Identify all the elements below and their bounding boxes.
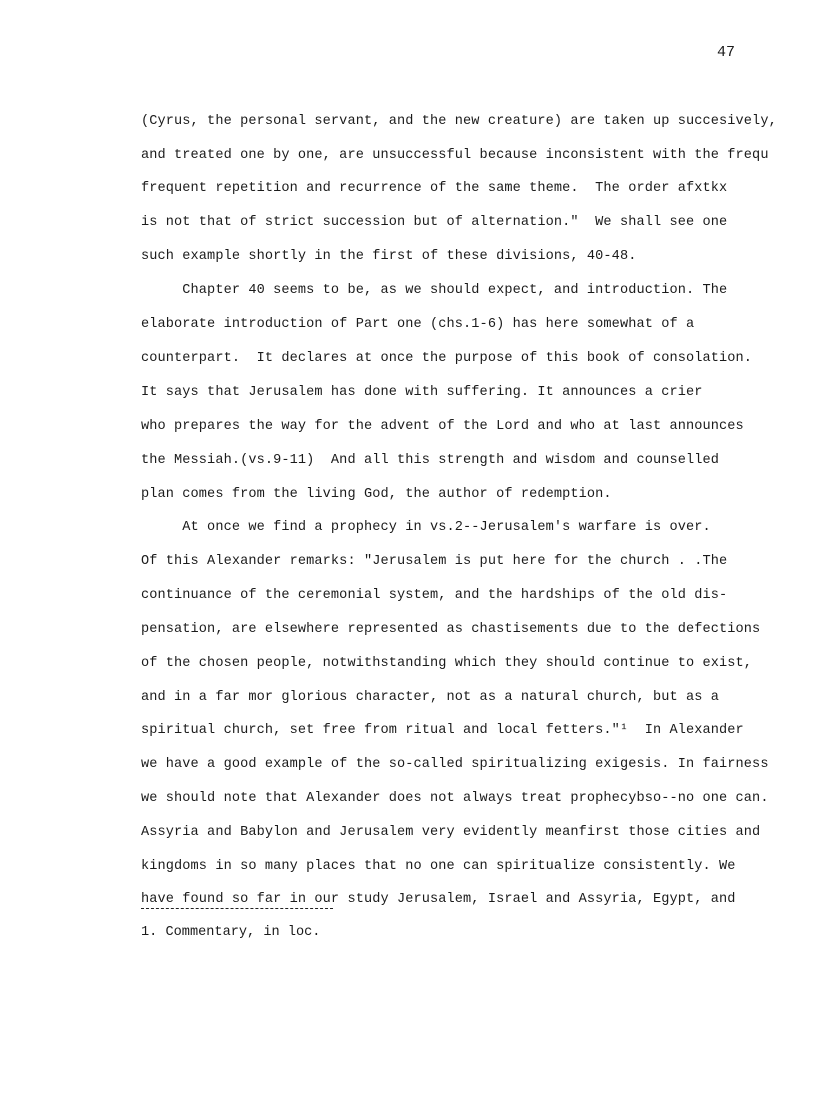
body-line: such example shortly in the first of these divisions, 40-48. — [141, 249, 637, 264]
body-line: counterpart. It declares at once the purpose of this book of consolation. — [141, 351, 753, 366]
body-line: Assyria and Babylon and Jerusalem very evidently meanfirst those cities and — [141, 825, 761, 840]
body-line: Of this Alexander remarks: "Jerusalem is put here for the church . .The — [141, 554, 728, 569]
body-line: the Messiah.(vs.9-11) And all this strength and wisdom and counselled — [141, 453, 720, 468]
body-line: plan comes from the living God, the author of redemption. — [141, 487, 612, 502]
body-line: is not that of strict succession but of alternation." We shall see one — [141, 215, 728, 230]
body-line: spiritual church, set free from ritual and local fetters."¹ In Alexander — [141, 723, 744, 738]
body-line: Chapter 40 seems to be, as we should expect, and introduction. The — [141, 283, 728, 298]
body-line: continuance of the ceremonial system, and the hardships of the old dis- — [141, 588, 728, 603]
body-line: who prepares the way for the advent of the Lord and who at last announces — [141, 419, 744, 434]
body-line: At once we find a prophecy in vs.2--Jerusalem's warfare is over. — [141, 520, 711, 535]
body-line: and in a far mor glorious character, not as a natural church, but as a — [141, 690, 720, 705]
footnote-separator — [141, 908, 333, 909]
body-line: we should note that Alexander does not always treat prophecybso--no one can. — [141, 791, 769, 806]
footnote: 1. Commentary, in loc. — [141, 925, 321, 940]
body-line: (Cyrus, the personal servant, and the new creature) are taken up succesively, — [141, 114, 777, 129]
body-line: we have a good example of the so-called spiritualizing exigesis. In fairness — [141, 757, 769, 772]
body-line: and treated one by one, are unsuccessful because inconsistent with the frequ — [141, 148, 769, 163]
body-line: frequent repetition and recurrence of the same theme. The order afxtkx — [141, 181, 728, 196]
body-line: pensation, are elsewhere represented as chastisements due to the defections — [141, 622, 761, 637]
body-line: elaborate introduction of Part one (chs.1-6) has here somewhat of a — [141, 317, 695, 332]
body-line: kingdoms in so many places that no one can spiritualize consistently. We — [141, 859, 736, 874]
body-line: have found so far in our study Jerusalem, Israel and Assyria, Egypt, and — [141, 892, 736, 907]
body-line: of the chosen people, notwithstanding which they should continue to exist, — [141, 656, 753, 671]
body-line: It says that Jerusalem has done with suffering. It announces a crier — [141, 385, 703, 400]
page-number: 47 — [717, 44, 736, 61]
